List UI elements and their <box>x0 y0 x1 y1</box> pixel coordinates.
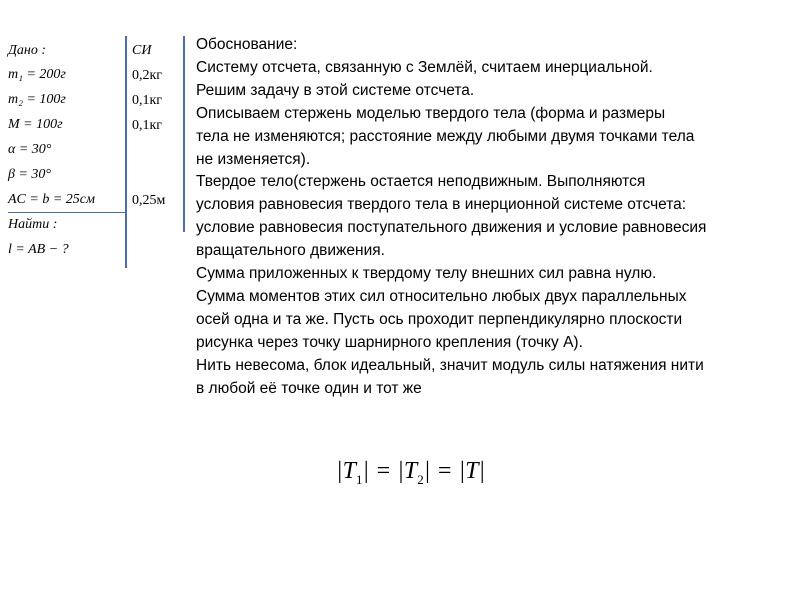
si-value-m1: 0,2кг <box>132 68 163 83</box>
text-line: Систему отсчета, связанную с Землёй, считаем инерциальной. <box>196 58 653 76</box>
si-vertical-divider <box>183 36 185 232</box>
text-line: Сумма приложенных к твердому телу внешних сил равна нулю. <box>196 265 657 283</box>
si-value-beta <box>132 163 182 188</box>
text-line: Описываем стержень моделью твердого тела (форма и размеры <box>196 104 666 122</box>
reasoning-text <box>196 34 796 401</box>
given-item-m2: m₂ = 100г <box>8 92 66 107</box>
formula-t1: T <box>342 458 356 484</box>
text-line: вращательного движения. <box>196 242 385 260</box>
text-line: не изменяется). <box>196 150 311 168</box>
tension-formula: $|T_1| = |T_2| = |T|$ <box>336 458 486 487</box>
formula-t: T <box>465 458 479 484</box>
si-value-m2: 0,1кг <box>132 93 163 108</box>
text-line: Обоснование: <box>196 36 298 53</box>
si-value-ac: 0,25м <box>132 193 166 208</box>
text-line: Нить невесома, блок идеальный, значит модуль силы натяжения нити <box>196 356 704 374</box>
text-line: условие равновесия поступательного движения и условие равновесия <box>196 219 707 237</box>
formula-eq1: = <box>369 458 398 484</box>
given-block <box>8 38 128 262</box>
given-vertical-divider <box>125 36 127 268</box>
text-line: Твердое тело(стержень остается неподвижным. Выполняются <box>196 173 646 191</box>
formula-t1-sub: 1 <box>355 471 363 487</box>
text-line: рисунка через точку шарнирного крепления (точку А). <box>196 333 583 351</box>
text-line: в любой её точке один и тот же <box>196 379 422 397</box>
si-header: СИ <box>132 43 152 58</box>
si-value-alpha <box>132 138 182 163</box>
given-item-alpha: α = 30° <box>8 142 52 157</box>
formula-eq2: = <box>430 458 459 484</box>
given-header: Дано : <box>8 43 47 58</box>
given-item-M: M = 100г <box>8 117 63 132</box>
formula-t2-sub: 2 <box>417 471 424 487</box>
given-item-beta: β = 30° <box>8 167 52 182</box>
find-item: l = AB − ? <box>8 242 69 257</box>
text-line: Решим задачу в этой системе отсчета. <box>196 81 475 99</box>
given-divider <box>8 212 126 213</box>
formula-t2: T <box>403 458 418 484</box>
text-line: осей одна и та же. Пусть ось проходит перпендикулярно плоскости <box>196 310 683 328</box>
given-item-ac: AC = b = 25см <box>8 192 95 207</box>
text-line: тела не изменяются; расстояние между любыми двумя точками тела <box>196 127 695 145</box>
find-header: Найти : <box>8 217 58 232</box>
text-line: Сумма моментов этих сил относительно любых двух параллельных <box>196 287 687 305</box>
si-block <box>132 38 182 213</box>
given-item-m1: m₁ = 200г <box>8 67 66 82</box>
text-line: условия равновесия твердого тела в инерционной системе отсчета: <box>196 196 687 214</box>
si-value-M: 0,1кг <box>132 118 163 133</box>
